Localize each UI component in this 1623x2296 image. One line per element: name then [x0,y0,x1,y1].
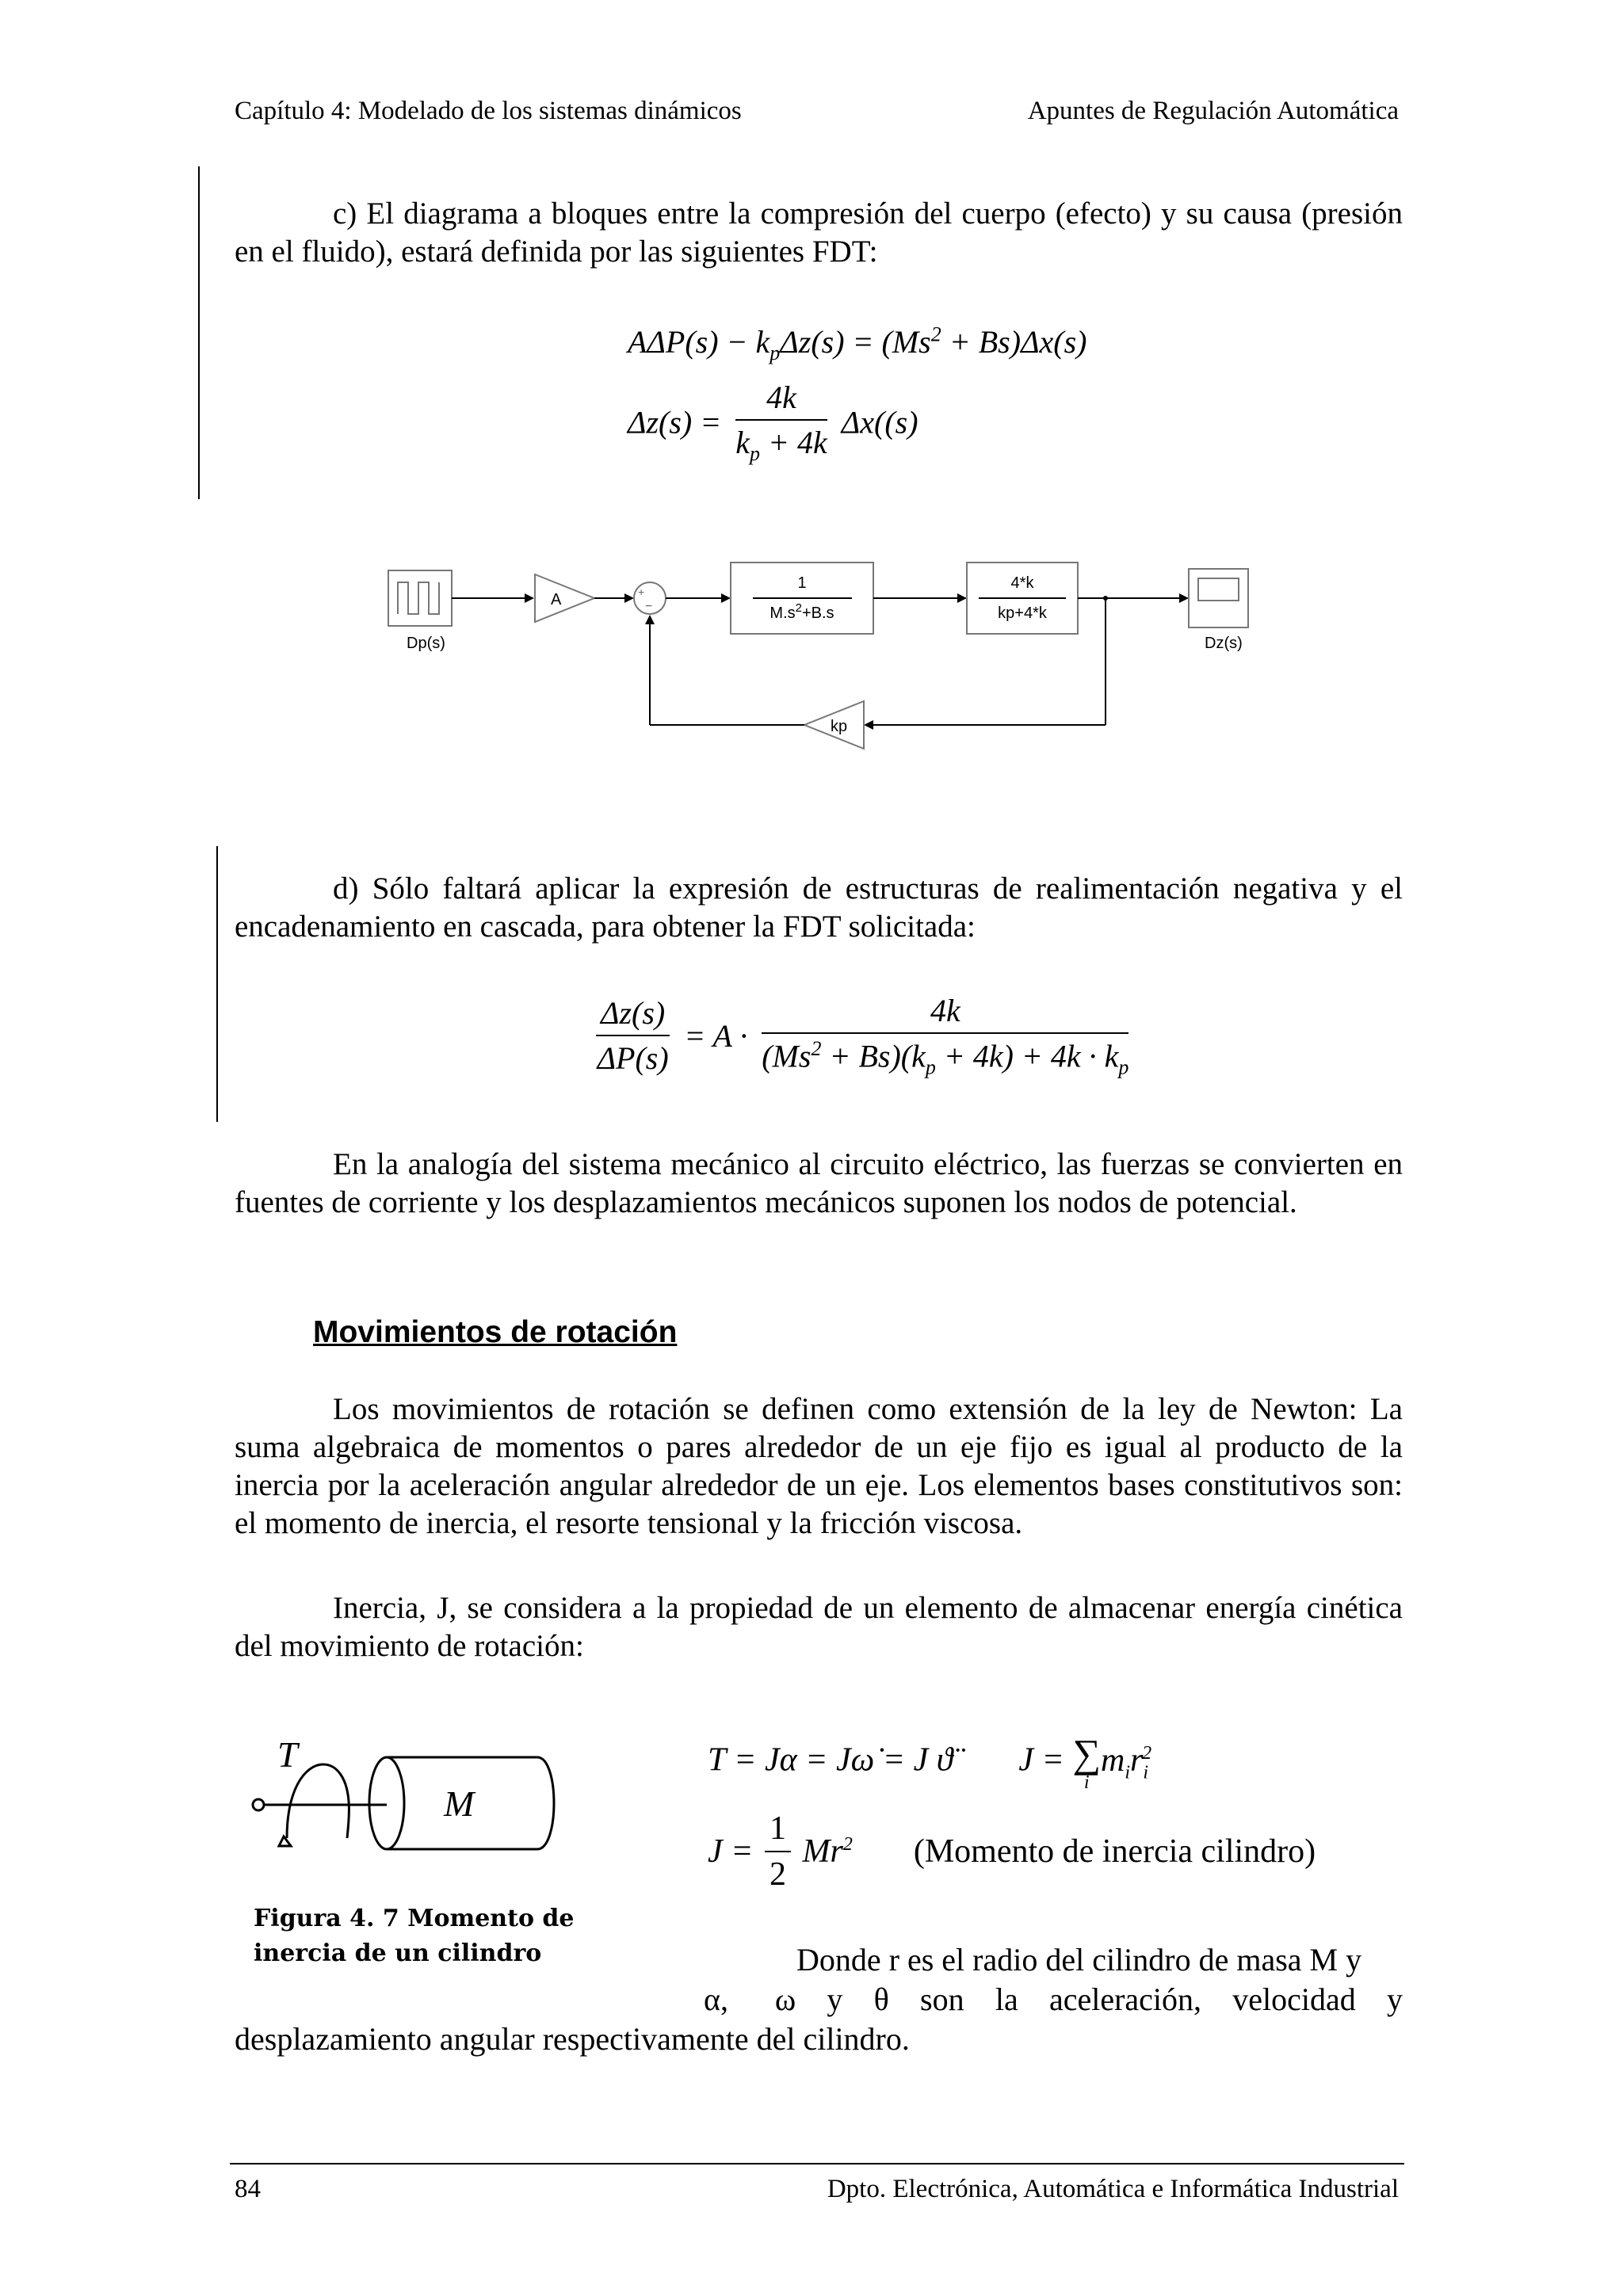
cylinder-figure [246,1727,579,1862]
paragraph-inertia: Inercia, J, se considera a la propiedad de un elemento de almacenar energía cinética del movimiento de rotación: [235,1591,1403,1663]
tf1-den: $M.s^2+B.s$ [769,601,834,622]
gain-a-block [535,574,594,622]
sum-plus: + [638,585,645,598]
figure-caption: Figura 4. 7 Momento de inercia de un cilindro [254,1905,575,1967]
tf2-num: 4*k [1010,574,1034,592]
scope-label: Dz(s) [1205,635,1243,652]
footer-right: Dpto. Electrónica, Automática e Informática Industrial [827,2175,1399,2203]
footer-page-number: 84 [235,2175,261,2203]
sum-minus: − [645,600,653,613]
gain-label: A [551,591,562,608]
equation-5: J = $\frac{1}{2}$ Mr$^2$ (Momento de inercia cilindro) [708,1810,1316,1893]
revision-bar-2 [216,846,218,1122]
header-right: Apuntes de Regulación Automática [1027,97,1399,125]
paragraph-rotation: Los movimientos de rotación se definen como extensión de la ley de Newton: La suma algebraica de momentos o pares alrededor de un eje fijo es igual al producto de la inercia por la aceleración angular alrededor de un eje. Los elementos bases constitutivos son: el momento de inercia, el resorte tensional y la fricción viscosa. [235,1392,1403,1540]
section-title: Movimientos de rotación [313,1315,678,1349]
equation-4: T = Jα = Jω̇ = J ϑ̈ J = ∑ i $m_ir_i^2$ [708,1731,1152,1793]
revision-bar-1 [198,166,200,499]
tf2-den: kp+4*k [998,605,1047,622]
donde-line-1: Donde r es el radio del cilindro de masa M y [796,1942,1362,1978]
torque-label: T [277,1734,298,1775]
paragraph-c: c) El diagrama a bloques entre la compresión del cuerpo (efecto) y su causa (presión en el fluido), estará definida por las siguientes FDT: [235,196,1403,269]
equation-2: Δz(s) = $\frac{4k}{k_p + 4k}$ Δx((s) [628,379,918,465]
equation-1: $A\Delta P(s) - k_p\Delta z(s) = (Ms^2 + Bs)\Delta x(s)$ [628,323,1087,365]
block-diagram [380,555,1268,761]
tf1-num: 1 [797,574,807,592]
mass-label: M [444,1783,475,1824]
paragraph-d: d) Sólo faltará aplicar la expresión de estructuras de realimentación negativa y el encadenamiento en cascada, para obtener la FDT solicitada: [235,871,1403,944]
donde-line-2: α, ω y θ son la aceleración, velocidad y [704,1981,1403,2017]
donde-line-3: desplazamiento angular respectivamente del cilindro. [235,2021,910,2057]
header-left: Capítulo 4: Modelado de los sistemas dinámicos [235,97,742,125]
footer-rule [230,2163,1404,2164]
equation-3: $\frac{\Delta z(s)}{\Delta P(s)}$ = A · $\frac{4k}{(Ms^2 + Bs)(k_p + 4k) + 4k \cdot k_p}$ [597,993,1129,1079]
fb-label: kp [831,718,848,735]
paragraph-analogy: En la analogía del sistema mecánico al circuito eléctrico, las fuerzas se convierten en fuentes de corriente y los desplazamientos mecánicos suponen los nodos de potencial. [235,1147,1403,1219]
src-label: Dp(s) [407,635,445,652]
